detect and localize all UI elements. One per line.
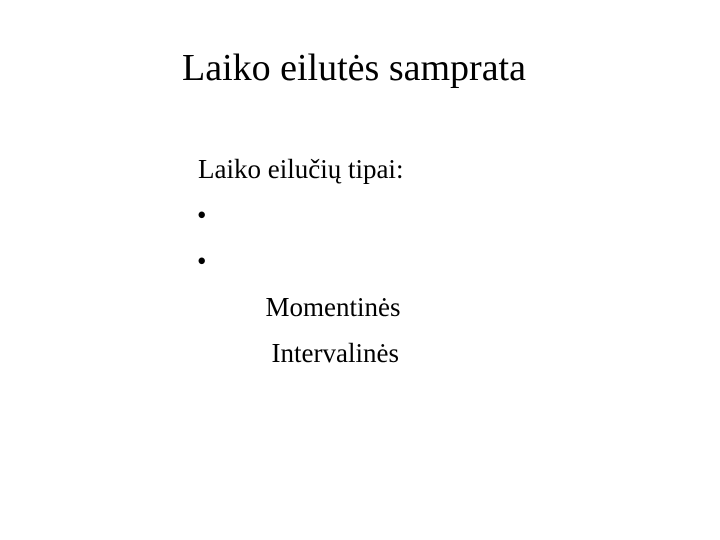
bullet-item-label: Intervalinės	[271, 338, 399, 368]
slide-title: Laiko eilutės samprata	[182, 47, 526, 89]
bullet-item-label: Momentinės	[265, 292, 401, 322]
body-intro-text: Laiko eilučių tipai:	[198, 154, 404, 184]
bullet-item-momentines	[197, 192, 403, 322]
bullet-icon: •	[197, 246, 207, 276]
bullet-icon: •	[197, 200, 207, 230]
slide-body	[197, 146, 404, 368]
